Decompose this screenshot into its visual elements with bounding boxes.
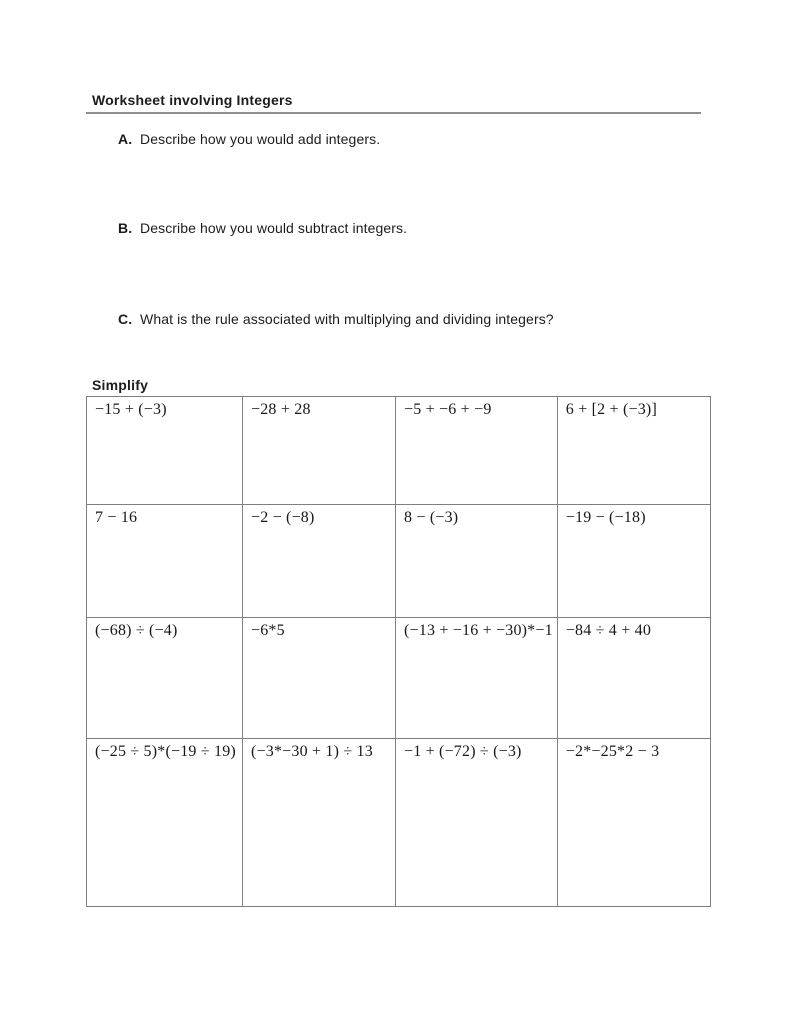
simplify-cell: 8 − (−3) — [396, 505, 558, 618]
question-c-text: What is the rule associated with multiplying and dividing integers? — [140, 311, 554, 327]
simplify-cell: −2*−25*2 − 3 — [557, 739, 710, 907]
simplify-cell: (−3*−30 + 1) ÷ 13 — [243, 739, 396, 907]
question-a-text: Describe how you would add integers. — [140, 131, 381, 147]
simplify-cell: −84 ÷ 4 + 40 — [557, 618, 710, 739]
question-c-letter: C. — [118, 311, 133, 327]
question-a-letter: A. — [118, 131, 133, 147]
page-title: Worksheet involving Integers — [92, 92, 293, 108]
simplify-cell: −5 + −6 + −9 — [396, 397, 558, 505]
table-row — [87, 618, 711, 739]
simplify-cell: −19 − (−18) — [557, 505, 710, 618]
simplify-cell: (−13 + −16 + −30)*−1 — [396, 618, 558, 739]
question-b — [118, 220, 407, 236]
question-a — [118, 131, 380, 147]
title-underline — [86, 92, 701, 114]
table-row — [87, 505, 711, 618]
simplify-cell: (−25 ÷ 5)*(−19 ÷ 19) — [87, 739, 243, 907]
question-c — [118, 311, 554, 327]
simplify-cell: −1 + (−72) ÷ (−3) — [396, 739, 558, 907]
simplify-cell: −15 + (−3) — [87, 397, 243, 505]
simplify-cell: −28 + 28 — [243, 397, 396, 505]
question-b-text: Describe how you would subtract integers. — [140, 220, 408, 236]
simplify-cell: 7 − 16 — [87, 505, 243, 618]
simplify-cell: −6*5 — [243, 618, 396, 739]
question-b-letter: B. — [118, 220, 133, 236]
table-row — [87, 739, 711, 907]
simplify-table — [86, 396, 711, 907]
table-row — [87, 397, 711, 505]
simplify-cell: 6 + [2 + (−3)] — [557, 397, 710, 505]
simplify-heading: Simplify — [92, 377, 149, 393]
simplify-cell: (−68) ÷ (−4) — [87, 618, 243, 739]
simplify-cell: −2 − (−8) — [243, 505, 396, 618]
